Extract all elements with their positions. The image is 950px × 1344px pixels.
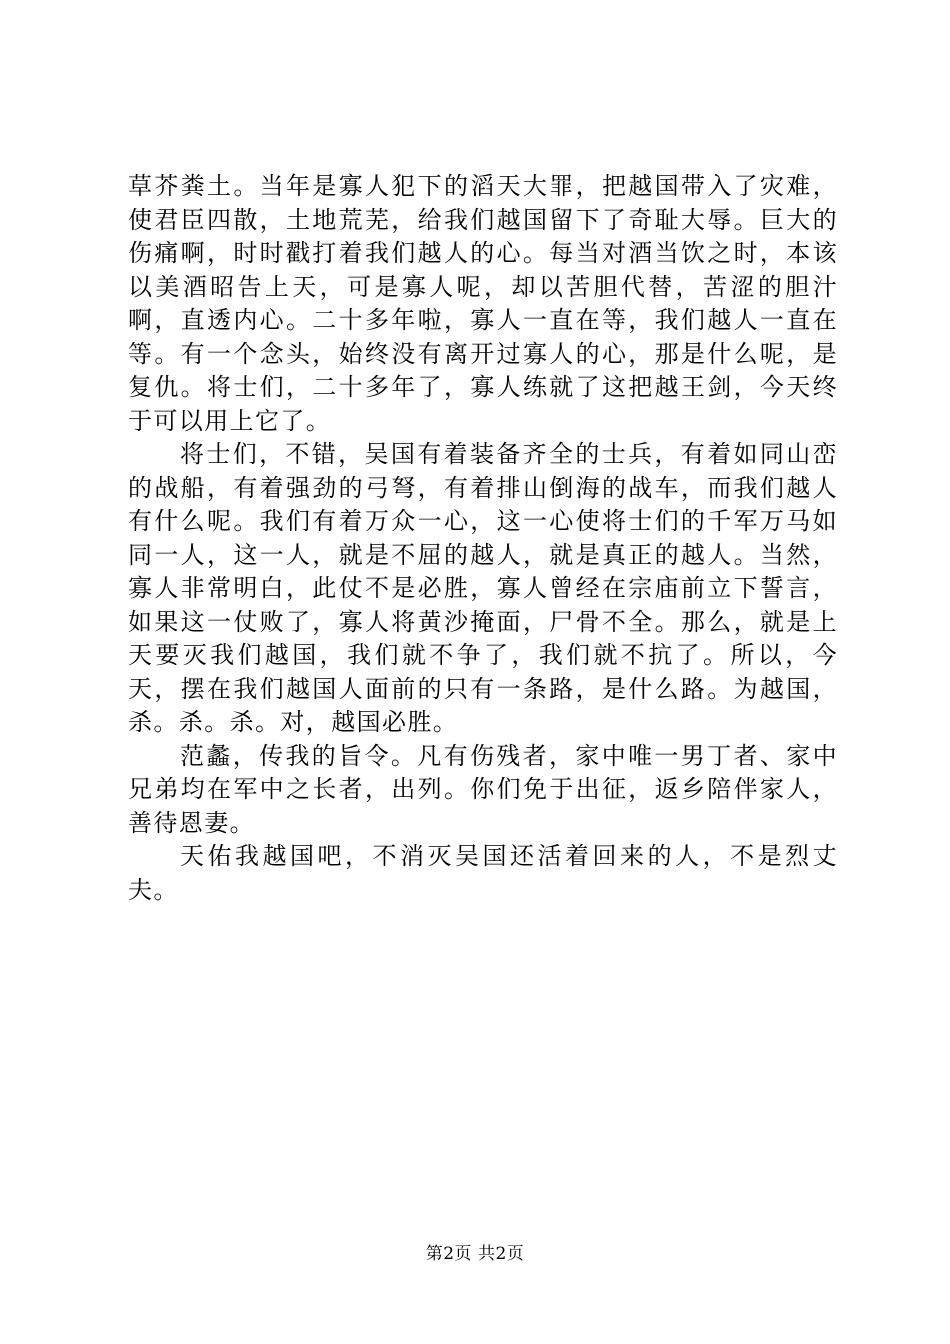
paragraph-1: 草芥粪土。当年是寡人犯下的滔天大罪，把越国带入了灾难，使君臣四散，土地荒芜，给我们越国留下了奇耻大辱。巨大的伤痛啊，时时戳打着我们越人的心。每当对酒当饮之时，本该以美酒昭告上天，可是寡人呢，却以苦胆代替，苦涩的胆汁啊，直透内心。二十多年啦，寡人一直在等，我们越人一直在等。有一个念头，始终没有离开过寡人的心，那是什么呢，是复仇。将士们，二十多年了，寡人练就了这把越王剑，今天终于可以用上它了。 (128, 172, 838, 435)
paragraph-3: 范蠡，传我的旨令。凡有伤残者，家中唯一男丁者、家中兄弟均在军中之长者，出列。你们免于出征，返乡陪伴家人，善待恩妻。 (128, 741, 838, 837)
paragraph-2: 将士们，不错，吴国有着装备齐全的士兵，有着如同山峦的战船，有着强劲的弓弩，有着排山倒海的战车，而我们越人有什么呢。我们有着万众一心，这一心使将士们的千军万马如同一人，这一人，就是不屈的越人，就是真正的越人。当然，寡人非常明白，此仗不是必胜，寡人曾经在宗庙前立下誓言，如果这一仗败了，寡人将黄沙掩面，尸骨不全。那么，就是上天要灭我们越国，我们就不争了，我们就不抗了。所以，今天，摆在我们越国人面前的只有一条路，是什么路。为越国，杀。杀。杀。对，越国必胜。 (128, 440, 838, 736)
body-text (128, 170, 838, 907)
paragraph-4: 天佑我越国吧，不消灭吴国还活着回来的人，不是烈丈夫。 (128, 842, 838, 904)
page-footer: 第2页 共2页 (425, 1244, 525, 1264)
